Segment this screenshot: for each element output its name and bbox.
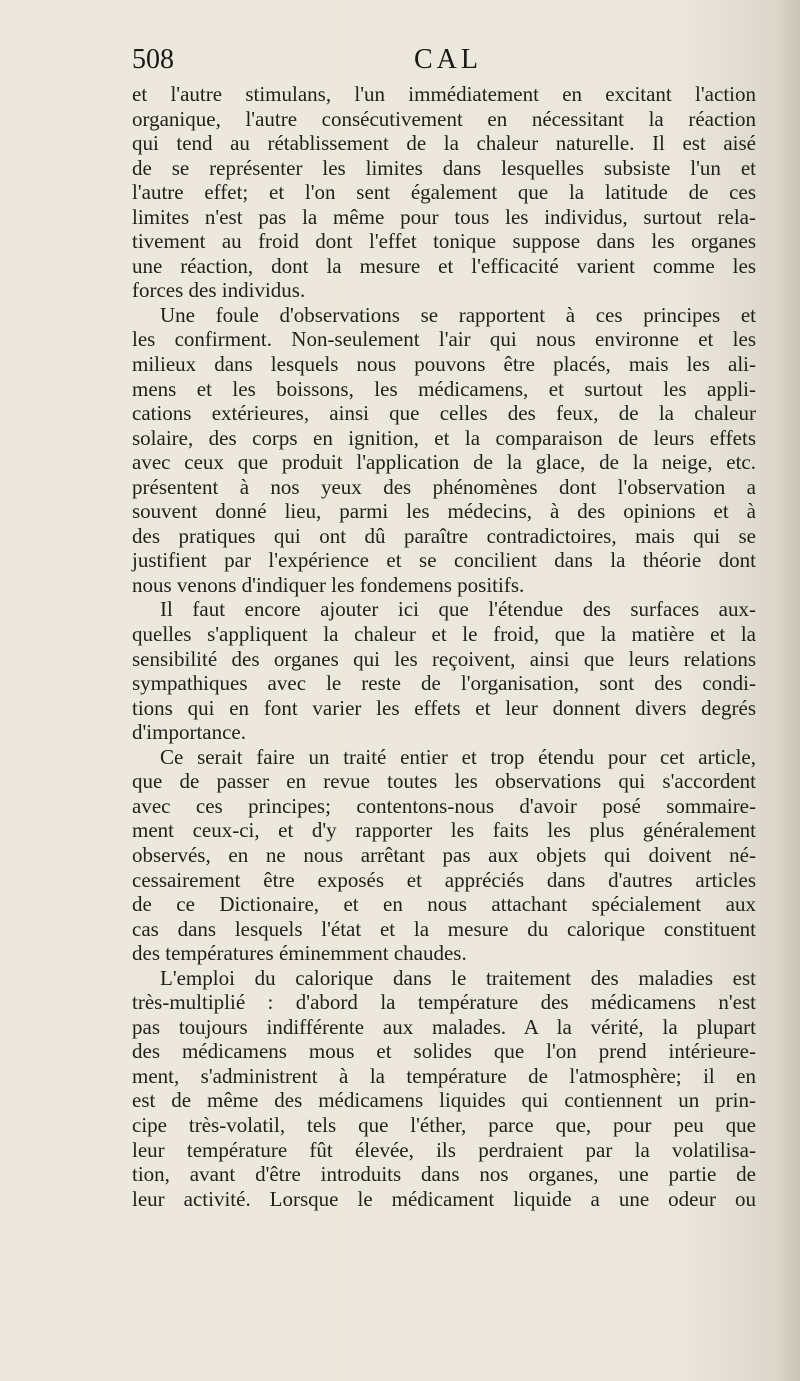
text-line: cessairement être exposés et appréciés dans d'autres articles [132, 867, 756, 892]
text-line: les confirment. Non-seulement l'air qui nous environne et les [132, 327, 756, 352]
text-line: limites n'est pas la même pour tous les individus, surtout rela- [132, 204, 756, 229]
text-line: tions qui en font varier les effets et leur donnent divers degrés [132, 695, 756, 720]
text-line: l'autre effet; et l'on sent également que la latitude de ces [132, 180, 756, 205]
text-line: avec ceux que produit l'application de la glace, de la neige, etc. [132, 450, 756, 475]
body-text [132, 82, 756, 1211]
text-line: de ce Dictionaire, et en nous attachant spécialement aux [132, 892, 756, 917]
text-line: organique, l'autre consécutivement en nécessitant la réaction [132, 106, 756, 131]
text-line: cations extérieures, ainsi que celles des feux, de la chaleur [132, 401, 756, 426]
text-line: milieux dans lesquels nous pouvons être placés, mais les ali- [132, 352, 756, 377]
text-line: ment ceux-ci, et d'y rapporter les faits les plus généralement [132, 818, 756, 843]
text-line: leur activité. Lorsque le médicament liquide a une odeur ou [132, 1186, 756, 1211]
text-line: L'emploi du calorique dans le traitement des maladies est [160, 965, 756, 990]
text-line: Une foule d'observations se rapportent à ces principes et [160, 302, 756, 327]
text-line: justifient par l'expérience et se concilient dans la théorie dont [132, 548, 756, 573]
text-line: est de même des médicamens liquides qui contiennent un prin- [132, 1088, 756, 1113]
text-line: une réaction, dont la mesure et l'efficacité varient comme les [132, 253, 756, 278]
text-line: Il faut encore ajouter ici que l'étendue des surfaces aux- [160, 597, 756, 622]
text-line: tion, avant d'être introduits dans nos organes, une partie de [132, 1162, 756, 1187]
text-line: Ce serait faire un traité entier et trop étendu pour cet article, [160, 744, 756, 769]
text-line: nous venons d'indiquer les fondemens positifs. [132, 572, 525, 597]
text-line: leur température fût élevée, ils perdraient par la volatilisa- [132, 1137, 756, 1162]
text-line: des médicamens mous et solides que l'on prend intérieure- [132, 1039, 756, 1064]
text-line: observés, en ne nous arrêtant pas aux objets qui doivent né- [132, 842, 756, 867]
text-line: qui tend au rétablissement de la chaleur naturelle. Il est aisé [132, 131, 756, 156]
text-line: cipe très-volatil, tels que l'éther, parce que, pour peu que [132, 1112, 756, 1137]
text-line: souvent donné lieu, parmi les médecins, à des opinions et à [132, 499, 756, 524]
text-line: de se représenter les limites dans lesquelles subsiste l'un et [132, 155, 756, 180]
text-line: mens et les boissons, les médicamens, et surtout les appli- [132, 376, 756, 401]
text-line: tivement au froid dont l'effet tonique suppose dans les organes [132, 229, 756, 254]
text-line: que de passer en revue toutes les observations qui s'accordent [132, 769, 756, 794]
text-line: sensibilité des organes qui les reçoivent, ainsi que leurs relations [132, 646, 756, 671]
text-line: des pratiques qui ont dû paraître contradictoires, mais qui se [132, 523, 756, 548]
text-line: forces des individus. [132, 278, 306, 303]
text-line: et l'autre stimulans, l'un immédiatement en excitant l'action [132, 82, 756, 106]
text-line: très-multiplié : d'abord la température des médicamens n'est [132, 990, 756, 1015]
text-line: quelles s'appliquent la chaleur et le froid, que la matière et la [132, 622, 756, 647]
text-line: des températures éminemment chaudes. [132, 941, 467, 966]
page-header [0, 44, 800, 84]
text-line: présentent à nos yeux des phénomènes dont l'observation a [132, 474, 756, 499]
text-line: solaire, des corps en ignition, et la comparaison de leurs effets [132, 425, 756, 450]
text-line: avec ces principes; contentons-nous d'avoir posé sommaire- [132, 793, 756, 818]
text-line: sympathiques avec le reste de l'organisation, sont des condi- [132, 671, 756, 696]
text-line: d'importance. [132, 720, 246, 745]
running-head: CAL [414, 44, 482, 75]
page-number: 508 [132, 44, 174, 75]
text-line: ment, s'administrent à la température de l'atmosphère; il en [132, 1063, 756, 1088]
text-line: cas dans lesquels l'état et la mesure du calorique constituent [132, 916, 756, 941]
text-line: pas toujours indifférente aux malades. A la vérité, la plupart [132, 1014, 756, 1039]
